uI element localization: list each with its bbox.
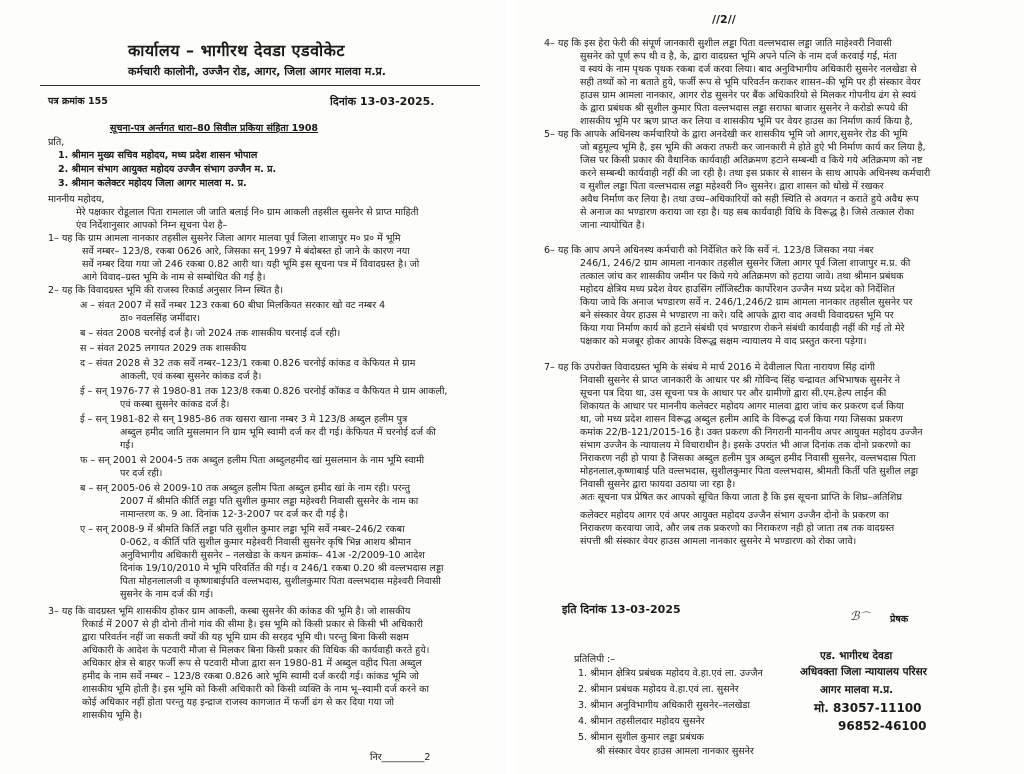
p1-line: 2– यह कि विवादग्रस्त भूमि की राजस्व रिकार्ड अनुसार निम्न स्थित है। xyxy=(48,285,284,296)
p1-line: हमीद के नाम सर्वे नम्बर – 123/8 रकबा 0.826 आरे भूमि स्वामी दर्ज करदी गई। कांकड भूमि जो xyxy=(82,671,419,682)
recipient-2: 2. श्रीमान संभाग आयुक्त महोदय उज्जैन संभाग उज्जैन म. प्र. xyxy=(58,164,277,175)
p2-line: किया जावे कि अनाज भण्डारण सर्वे न. 246/1,246/2 ग्राम आमला नानकार तहसील सुसनेर पर xyxy=(580,297,913,308)
p2-line: अवैध निर्माण कर लिया है। तथा उच्च–अधिकारियों को सही स्थिति से अवगत न कराते हुये अवैध रूप xyxy=(580,194,919,205)
p1-line: पर दर्ज रही। xyxy=(120,468,163,479)
p2-line: शिकायत के आधार पर माननीय कलेक्टर महोदय आगर मालवा द्वारा जांच कर प्रकरण दर्ज किया xyxy=(580,401,904,412)
p2-line: महोदय क्षेत्रिय मध्य प्रदेश वेयर हाउसिंग लॉजिस्टीक कार्पोरेशन उज्जैन मध्य प्रदेश को निर्देशित xyxy=(580,284,895,295)
p2-line: कलेक्टर महोदय आगर एवं अपर आयुक्त महोदय उज्जैन संभाग उज्जैन दोनो के प्रकरण का xyxy=(580,510,889,521)
p2-line: के द्वारा प्रबंधक श्री सुशील कुमार पिता वल्लभदास लड्डा सराफा बाजार सुसनेर ने करोडो रूपये की xyxy=(580,103,908,114)
p1-line: सर्वे नम्बर दिया गया जो 246 रकबा 0.82 आरी था। यही भूमि इस सूचना पत्र में विवादग्रस्त है। जो xyxy=(82,259,420,270)
recipient-3: 3. श्रीमान कलेक्टर महोदय जिला आगर मालवा म. प्र. xyxy=(58,178,247,189)
p2-line: अतः सूचना पत्र प्रेषित कर आपको सूचित किया जाता है कि इस सूचना प्राप्ति के शिघ्र–अतिशिघ्र xyxy=(580,492,902,503)
page-gap xyxy=(506,0,516,774)
p2-line: व सुशील लड्डा पिता वल्लभदास लड्डा महेश्वरी नि० सुसनेर। द्वारा शासन को धोखे में रखकर xyxy=(580,181,884,192)
p2-line: 4– यह कि इस हेरा फेरी की संपूर्ण जानकारी सुशील लड्डा पिता वल्लभदास लड्डा जाति माहेश्वरी निवासी xyxy=(544,38,892,49)
closing-date: इति दिनांक 13-03-2025 xyxy=(562,603,681,616)
page-footer: निर_________2 xyxy=(370,752,431,763)
letter-page-2 xyxy=(516,0,1024,774)
copy-item: श्री संस्कार वेयर हाउस आमला नानकार सुसनेर xyxy=(596,746,754,757)
p1-line: आगे विवाद–ग्रस्त भूमि के नाम से सम्बोधित की गई है। xyxy=(82,272,266,283)
p2-line: सही तथ्यों को ना बताते हुये, फर्जी रूप से भूमि परिवर्तन कराकर शासन–की भूमि पर ही संस्कार वेयर xyxy=(580,77,921,88)
copy-item: 5. श्रीमान सुशील कुमार लड्डा प्रबंधक xyxy=(578,732,704,743)
p1-line: माननीय महोदय, xyxy=(48,194,105,205)
copy-item: 4. श्रीमान तहसीलदार महोदय सुसनेर xyxy=(578,716,705,727)
prati-label: प्रति, xyxy=(48,137,65,148)
p2-line: किया गया निर्माण कार्य को हटाने संबंधी एवं भण्डारण रोकने संबंधी कार्यवाही नहीं की गई तो मेरे xyxy=(580,323,905,334)
copy-item: 1. श्रीमान क्षेत्रिय प्रबंधक महोदय वे.हा.एवं ला. उज्जैन xyxy=(578,668,763,679)
p2-line: सुसनेर को पूर्ण रूप थी व है, के, द्वारा वादग्रस्त भूमि अपने पत्नि के नाम दर्ज करवाई गई, मंता xyxy=(580,51,897,62)
p2-line: संपत्ती श्री संस्कार वेयर हाउस आमला नानकार सुसनेर मे भण्डारण को रोका जावे। xyxy=(580,536,857,547)
p1-line: सुसनेर के नाम दर्ज की गई। xyxy=(120,589,214,600)
sender-place: आगर मालवा म.प्र. xyxy=(820,684,894,696)
p2-line: 5– यह कि आपके अधिनस्थ कर्मचारियो के द्वारा अनदेखी कर शासकीय भूमि जो आगर,सुसनेर रोड की भूमि xyxy=(544,129,908,140)
letter-date: दिनांक 13-03-2025. xyxy=(330,95,435,108)
p2-line: शासकीय भूमि पर ऋण प्राप्त कर लिया व शासकीय भूमि पर वेयर हाउस का निर्माण कार्य किया है, xyxy=(580,116,913,127)
p1-line: नामान्तरण क. 9 आ. दिनांक 12-3-2007 पर दर्ज कर दी गई है। xyxy=(120,509,348,520)
p2-line: जाना न्यायोचित है। xyxy=(580,220,645,231)
p1-line: रिकार्ड में 2007 से ही दोनो तीनो गांव की सीमा है। इस भूमि को किसी प्रकार से किसी भी अधिकारी xyxy=(82,619,423,630)
p1-line: शासकीय भूमि है। xyxy=(82,710,143,721)
copy-item: 2. श्रीमान प्रबंधक महोदय वे.हा.एवं ला. सुसनेर xyxy=(578,684,739,695)
p1-line: ब – सन् 2005-06 से 2009-10 तक अब्दुल हलीम पिता अब्दुल हमीद खां के नाम रही। परन्तु xyxy=(80,483,411,494)
sender-name: एड. भागीरथ देवडा xyxy=(820,650,893,662)
office-title: कार्यालय – भागीरथ देवडा एडवोकेट xyxy=(128,41,345,60)
p1-line: शासकीय भूमि होती है। इस भूमि को किसी अधिकारी को किसी व्यक्ति के नाम भू–स्वामी दर्ज करने का xyxy=(82,684,429,695)
page-mark: //2// xyxy=(712,13,736,26)
p1-line: पिता मोहनलालजी व कृष्णाबाईपति वल्लभदास, सुशीलकुमार पिता वल्लभदास महेश्वरी निवासी xyxy=(120,576,441,587)
p1-line: स – संवत 2025 लगायत 2029 तक शासकीय xyxy=(80,343,247,354)
p1-line: द्वारा परिवर्तन नहीं जा सकती क्यों की यह भूमि ग्राम की सरहद भूमि थी। परन्तु बिना किसी सक्षम xyxy=(82,632,409,643)
p2-line: करने सम्बन्धी कार्यवाही नहीं की जा रही है। तथा इस प्रकार से शासन के साथ आपके अधिनस्थ कर्मचारी xyxy=(580,168,931,179)
p1-line: अधिकार क्षेत्र से बाहर फर्जी रूप से पटवारी मौजा द्वारा सन 1980-81 में अब्दुल वहीद पिता अब्दुल xyxy=(82,658,422,669)
p2-line: सूचना पत्र दिया था, उस सूचना पत्र के आधार पर और ग्रामीणो द्वारा सी.एम.हेल्प लाईन की xyxy=(580,388,887,399)
p1-line: 1– यह कि ग्राम आमला नानकार तहसील सुसनेर जिला आगर मालवा पूर्व जिला शाजापुर म० प्र० में भूमि xyxy=(48,233,401,244)
p1-line: ई – सन् 1976-77 से 1980-81 तक 123/8 रकबा 0.826 चरनोई कॉकड व कैफियत मे ग्राम आकली, xyxy=(80,386,448,397)
p2-line: 7– यह कि उपरोक्त विवादग्रस्त भूमि के संबंध मे मार्च 2016 मे देवीलाल पिता नारायण सिंह दांगी xyxy=(544,362,875,373)
p2-line: निवासी सुसनेर द्वारा फायदा उठाया जा रहा है। xyxy=(580,479,736,490)
p2-line: 246/1, 246/2 ग्राम आमला नानकार तहसील सुसनेर जिला आगर पूर्व जिला शाजापुर म.प्र. की xyxy=(580,258,911,269)
letter-page-1 xyxy=(0,0,506,774)
p2-line: निराकरण नही हो पाया है जिसका अब्दुल हलीम पुत्र अब्दुल हमीद निवासी सुसनेर, वल्लभदास पिता xyxy=(580,453,916,464)
p1-line: गई। xyxy=(120,440,134,451)
p2-line: 6– यह कि आप अपने अधिनस्थ कर्मचारी को निर्देशित करे कि सर्वे नं. 123/8 जिसका नया नंबर xyxy=(544,245,874,256)
p1-line: सर्वे नम्बर– 123/8, रकबा 0626 आरे, जिसका सन् 1997 मे बंदोबस्त हो जाने के कारण नया xyxy=(82,246,410,257)
p1-line: एवं कस्बा सुसनेर कांकड दर्ज है। xyxy=(120,399,230,410)
p1-line: अनुविभागीय अधिकारी सुसनेर – नलखेडा के कथन क्रमांक– 41अ -2/2009-10 आदेश xyxy=(120,550,425,561)
copy-item: 3. श्रीमान अनुविभागीय अधिकारी सुसनेर–नलखेडा xyxy=(578,700,750,711)
mobile-number-2: 96852-46100 xyxy=(838,719,927,733)
p2-line: बने संस्कार वेयर हाउस मे भण्डारण ना करे। यदि आपके द्वारा वाद अवधी विवादग्रस्त भूमि पर xyxy=(580,310,894,321)
p1-line: आकली, एवं कस्बा सुसनेर कांकड दर्ज है। xyxy=(120,371,262,382)
p2-line: निवासी सुसनेर से प्राप्त जानकारी के आधार पर श्री गोविन्द सिंह चन्द्रावत अभिभाषक सुसनेर ने xyxy=(580,375,901,386)
p1-line: दिनांक 19/10/2010 मे भूमि परिवर्तित की गई। व 246/1 रकबा 0.20 श्री वल्लभदास लड्डा xyxy=(120,563,444,574)
p2-line: व स्वयं के नाम पृथक पृथक रकबा दर्ज करवा लिया। बाद अनुविभागीय अधिकारी सुसनेर नलखेडा से xyxy=(580,64,917,75)
p2-line: था, जो मध्य प्रदेश शासन विरूद्ध अब्दुल हलीम आदि के विरूद्ध दर्ज किया गया जिसका प्रकरण xyxy=(580,414,903,425)
header-rule xyxy=(40,85,480,86)
p1-line: 0-062, व कीर्ति पति सुशील कुमार महेश्वरी निवासी सुसनेर कृषि भिन्न आशय श्रीमान xyxy=(120,537,411,548)
recipient-1: 1. श्रीमान मुख्य सचिव महोदय, मध्य प्रदेश शासन भोपाल xyxy=(58,150,258,161)
p1-line: कोई अधिकार नहीं होता परन्तु यह इन्द्राज राजस्व कागजात में फर्जी ढंग से कर दिया गया जो xyxy=(82,697,394,708)
p1-line: ई – सन् 1981-82 से सन् 1985-86 तक खसरा खाना नम्बर 3 मे 123/8 अब्दुल हलीम पुत्र xyxy=(80,414,408,425)
p1-line: अब्दुल हमीद जाति मुसलमान नि ग्राम भूमि स्वामी दर्ज कर दी गई। केफियत में चरनोई दर्ज की xyxy=(120,427,436,438)
p1-line: एंव निर्देशानुसार आपको निम्न सूचना पेश है– xyxy=(76,220,228,231)
sender-label: प्रेषक xyxy=(890,614,909,625)
p1-line: ठा० नवलसिंह जमींदार। xyxy=(120,313,201,324)
office-address: कर्मचारी कालोनी, उज्जैन रोड, आगर, जिला आगर मालवा म.प्र. xyxy=(128,65,386,78)
p1-line: मेरे पक्षकार रोडूलाल पिता रामलाल जी जाति बलाई नि० ग्राम आकली तहसील सुसनेर से प्राप्त माहिती xyxy=(76,207,419,218)
p2-line: कमांक 22/B-121/2015-16 है। उक्त प्रकरण की निगरानी माननीय अपर आयुक्त महोदय उज्जैन xyxy=(580,427,923,438)
p1-line: अधिकारी के आदेश के पटवारी मौजा से मिलकर बिना किसी प्रकार की विधिक की कार्यवाही करते हुये। xyxy=(82,645,430,656)
letter-number: पत्र क्रमांक 155 xyxy=(48,96,108,107)
p2-line: निराकरण करवाया जावे, और जब तक प्रकरणो का निराकरण नही हो जाता तब तक वादग्रस्त xyxy=(580,523,895,534)
p1-line: द – संवत 2028 से 32 तक सर्वे नम्बर–123/1 रकबा 0.826 चरनोई कांकड व केफियत मे ग्राम xyxy=(80,358,416,369)
sender-designation: अधिवक्ता जिला न्यायालय परिसर xyxy=(800,666,927,678)
p2-line: से अनाज का भण्डारण कराया जा रहा है। यह सब कार्यवाही विधि के विरूद्ध है। जिसे तत्काल रोका xyxy=(580,207,915,218)
p1-line: 3– यह कि वादग्रस्त भूमि शासकीय होकर ग्राम आकली, कस्बा सुसनेर की कांकड की भूमि है। जो शासकीय xyxy=(48,606,411,617)
p2-line: पक्षकार को मजबूर होकर आपके विरूद्ध सक्षम न्यायालय मे वाद प्रस्तुत करना पड़ेगा। xyxy=(580,336,867,347)
p2-line: हाउस ग्राम आमला नानकार, आगर रोड सुसनेर पर बैंक अधिकारियो से मिलकर गोपनीय ढंग से स्वयं xyxy=(580,90,917,101)
p2-line: जो बहुमूल्य भूमि है, इस भूमि की अकरा तफरी कर जानकारी मे होते हुऐ भी निर्माण कार्य कर लिया है, xyxy=(580,142,926,153)
p2-line: जिस पर किसी प्रकार की वैधानिक कार्यवाही अतिक्रमण हटाने सम्बन्धी व किये गये अतिक्रमण को नष्ट xyxy=(580,155,923,166)
p2-line: तत्काल जांच कर शासकीय जमीन पर किये गये अतिक्रमण को हटाया जावे। तथा श्रीमान प्रबंधक xyxy=(580,271,904,282)
p1-line: ए – सन् 2008-9 में श्रीमति किर्ति लड्डा पति सुशील कुमार लड्डा भूमि सर्वे नम्बर–246/2 रकबा xyxy=(80,524,405,535)
subject-line: सूचना-पत्र अर्न्तगत धारा–80 सिवील प्रकिया संहिता 1908 xyxy=(110,123,319,134)
signature-scribble: ℬ⌒ xyxy=(850,609,870,623)
p2-line: संभाग उज्जैन के न्यायालय मे विचाराधीन है। इसके उपरांत भी आज दिनांक तक दोनो प्रकरणो का xyxy=(580,440,911,451)
p1-line: अ – संवत 2007 में सर्वे नम्बर 123 रकबा 60 बीघा मिलकियत सरकार खो वट नम्बर 4 xyxy=(80,300,386,311)
p2-line: मोहनलाल,कृष्णाबाई पति वल्लभदास, सुशीलकुमार पिता वल्लभदास, श्रीमती किर्ती पति सुशील लड्डा xyxy=(580,466,919,477)
pratilipi-title: प्रतिलिपी :– xyxy=(574,654,616,665)
p1-line: फ – सन् 2001 से 2004-5 तक अब्दुल हलीम पिता अब्दुलहमीद खां मुसलमान के नाम भूमि स्वामी xyxy=(80,455,425,466)
mobile-number-1: मो. 83057-11100 xyxy=(814,701,922,715)
p1-line: ब – संवत 2008 चरनोई दर्ज है। जो 2024 तक शासकीय चरनाई दर्ज रही। xyxy=(80,328,341,339)
p1-line: 2007 में श्रीमति कीर्ति लड्डा पति सुशील कुमार लड्डा महेश्वरी निवासी सुसनेर के नाम का xyxy=(120,496,419,507)
